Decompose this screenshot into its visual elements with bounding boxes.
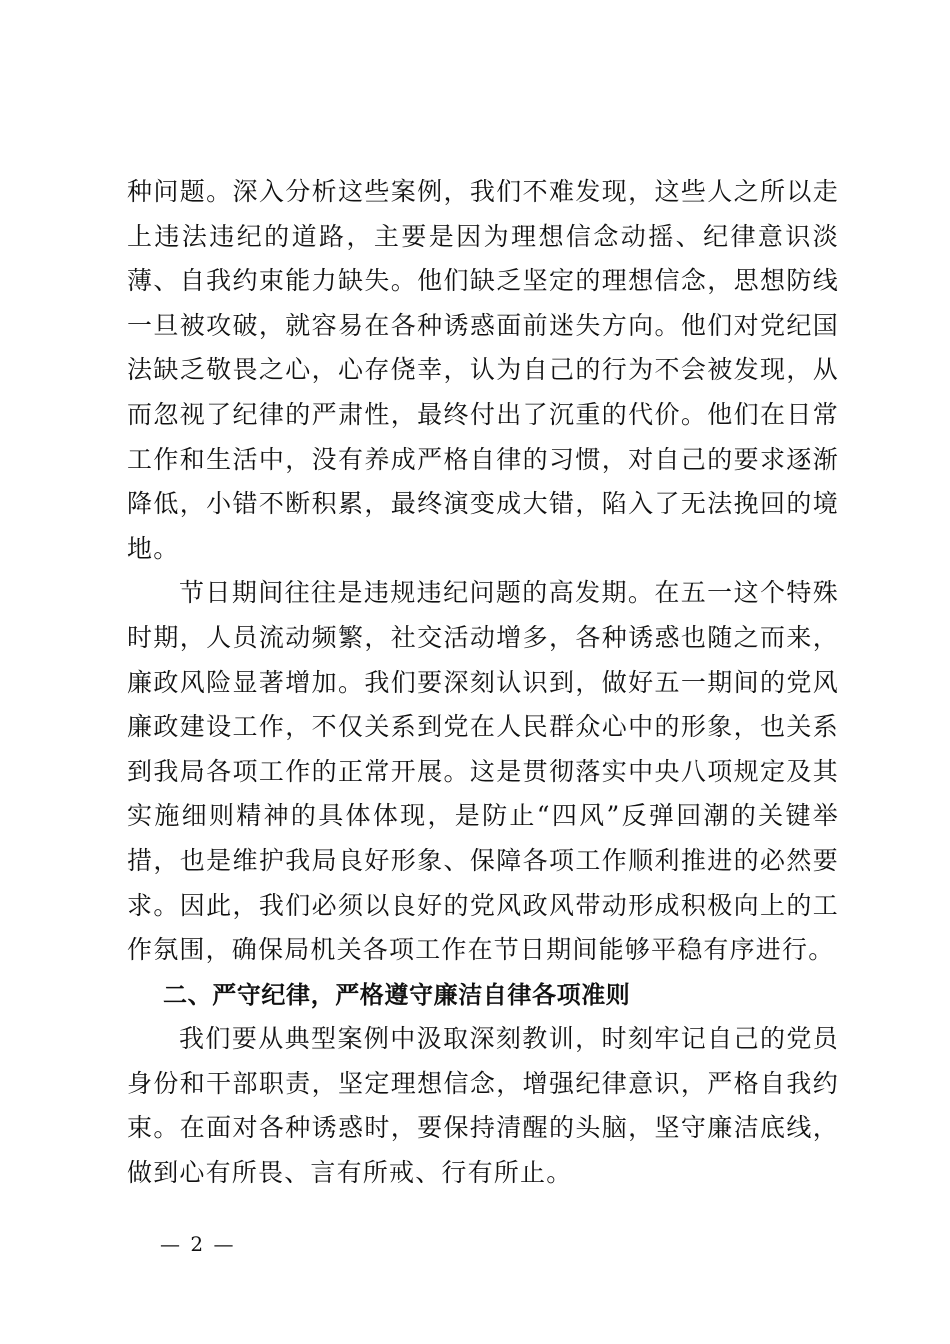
paragraph-lessons: 我们要从典型案例中汲取深刻教训，时刻牢记自己的党员身份和干部职责，坚定理想信念，增强纪律意识，严格自我约束。在面对各种诱惑时，要保持清醒的头脑，坚守廉洁底线，做到心有所畏、言有所戒、行有所止。 [127, 1024, 839, 1188]
section-heading-discipline: 二、严守纪律，严格遵守廉洁自律各项准则 [163, 980, 631, 1009]
document-body [127, 170, 839, 1196]
page-number: — 2 — [160, 1232, 236, 1256]
paragraph-holiday-risk: 节日期间往往是违规违纪问题的高发期。在五一这个特殊时期，人员流动频繁，社交活动增多，各种诱惑也随之而来，廉政风险显著增加。我们要深刻认识到，做好五一期间的党风廉政建设工作，不仅关系到党在人民群众心中的形象，也关系到我局各项工作的正常开展。这是贯彻落实中央八项规定及其实施细则精神的具体体现，是防止“四风”反弹回潮的关键举措，也是维护我局良好形象、保障各项工作顺利推进的必然要求。因此，我们必须以良好的党风政风带动形成积极向上的工作氛围，确保局机关各项工作在节日期间能够平稳有序进行。 [127, 578, 839, 965]
paragraph-case-analysis: 种问题。深入分析这些案例，我们不难发现，这些人之所以走上违法违纪的道路，主要是因为理想信念动摇、纪律意识淡薄、自我约束能力缺失。他们缺乏坚定的理想信念，思想防线一旦被攻破，就容易在各种诱惑面前迷失方向。他们对党纪国法缺乏敬畏之心，心存侥幸，认为自己的行为不会被发现，从而忽视了纪律的严肃性，最终付出了沉重的代价。他们在日常工作和生活中，没有养成严格自律的习惯，对自己的要求逐渐降低，小错不断积累，最终演变成大错，陷入了无法挽回的境地。 [127, 177, 839, 563]
